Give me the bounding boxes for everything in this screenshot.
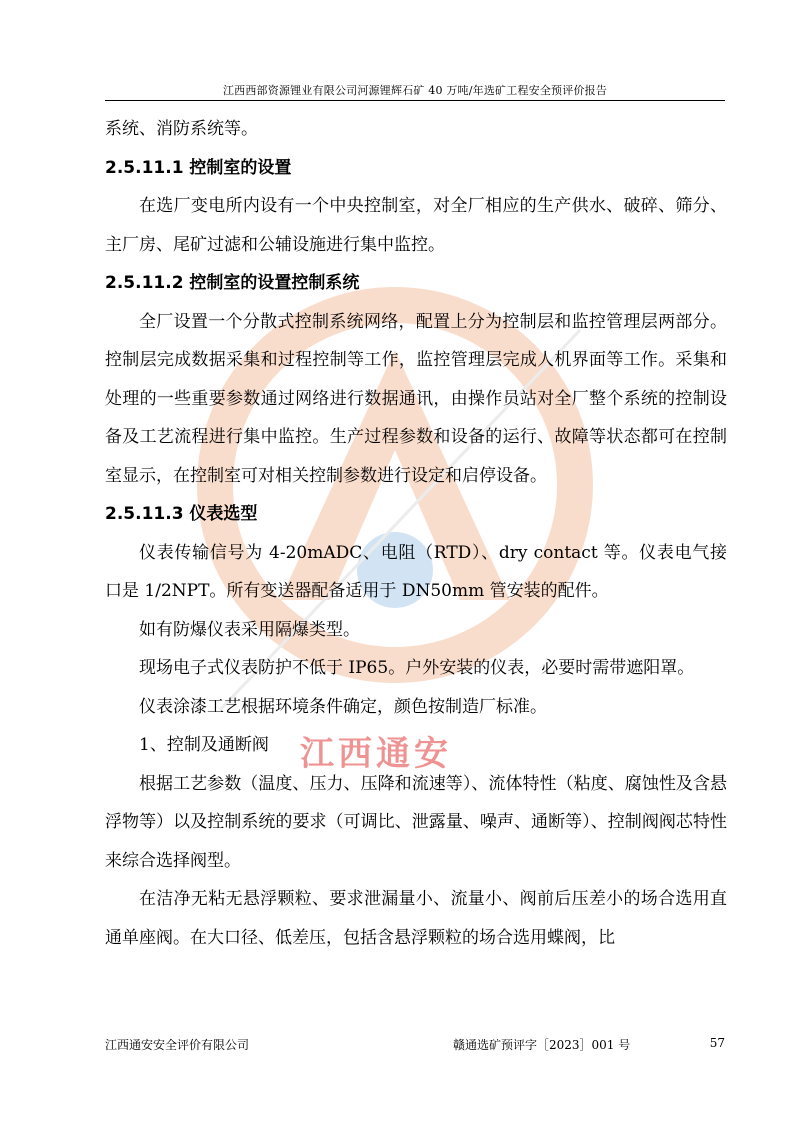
paragraph: 仪表涂漆工艺根据环境条件确定，颜色按制造厂标准。 <box>139 696 547 717</box>
paragraph: 在选厂变电所内设有一个中央控制室，对全厂相应的生产供水、破碎、筛分、主厂房、尾矿过滤和公辅设施进行集中监控。 <box>105 196 727 255</box>
watermark-stamp-text: 江西通安 <box>300 734 452 774</box>
footer-doc-number: 赣通选矿预评字［2023］001 号 <box>453 1038 631 1052</box>
header-rule <box>105 100 725 101</box>
paragraph: 在洁净无粘无悬浮颗粒、要求泄漏量小、流量小、阀前后压差小的场合选用直通单座阀。在大口径、低差压，包括含悬浮颗粒的场合选用蝶阀，比 <box>105 889 727 948</box>
paragraph: 系统、消防系统等。 <box>105 119 258 139</box>
section-heading: 2.5.11.2 控制室的设置控制系统 <box>105 273 360 293</box>
paragraph: 全厂设置一个分散式控制系统网络，配置上分为控制层和监控管理层两部分。控制层完成数据采集和过程控制等工作，监控管理层完成人机界面等工作。采集和处理的一些重要参数通过网络进行数据通讯，由操作员站对全厂整个系统的控制设备及工艺流程进行集中监控。生产过程参数和设备的运行、故障等状态都可在控制室显示，在控制室可对相关控制参数进行设定和启停设备。 <box>105 311 727 486</box>
list-item-heading: 1、控制及通断阀 <box>139 735 269 755</box>
paragraph: 现场电子式仪表防护不低于 IP65。户外安装的仪表，必要时需带遮阳罩。 <box>139 658 695 678</box>
document-body <box>105 110 727 957</box>
section-heading: 2.5.11.1 控制室的设置 <box>105 157 292 178</box>
paragraph: 根据工艺参数（温度、压力、压降和流速等）、流体特性（粘度、腐蚀性及含悬浮物等）以及控制系统的要求（可调比、泄露量、噪声、通断等）、控制阀阀芯特性来综合选择阀型。 <box>105 773 727 871</box>
paragraph: 仪表传输信号为 4-20mADC、电阻（RTD）、dry contact 等。仪表电气接口是 1/2NPT。所有变送器配备适用于 DN50mm 管安装的配件。 <box>105 542 727 601</box>
section-heading: 2.5.11.3 仪表选型 <box>105 504 258 524</box>
page-header: 江西西部资源锂业有限公司河源锂辉石矿 40 万吨/年选矿工程安全预评价报告 <box>222 84 608 97</box>
footer-company: 江西通安安全评价有限公司 <box>105 1038 250 1052</box>
page-number: 57 <box>709 1036 725 1050</box>
paragraph: 如有防爆仪表采用隔爆类型。 <box>139 619 360 640</box>
